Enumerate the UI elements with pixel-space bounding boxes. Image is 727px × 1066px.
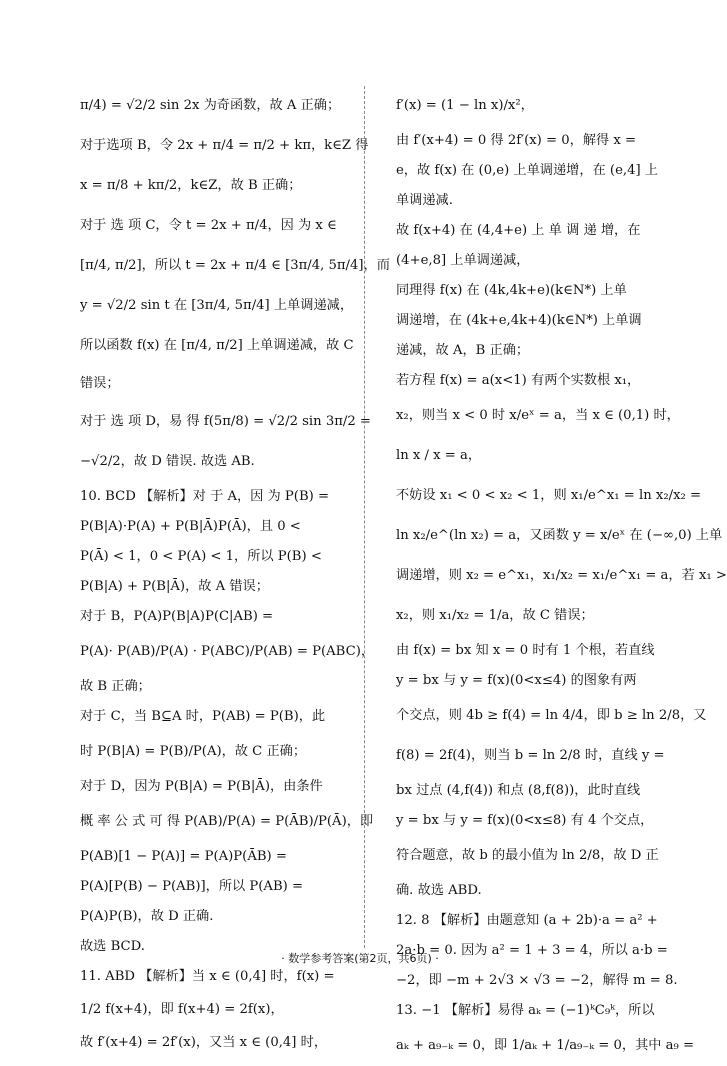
text-line: aₖ + a₉₋ₖ = 0，即 1/aₖ + 1/a₉₋ₖ = 0，其中 a₉ = (396, 1038, 695, 1053)
text-line: 故选 BCD. (80, 939, 145, 954)
text-line: P(Ā) < 1，0 < P(A) < 1，所以 P(B) < (80, 549, 322, 564)
text-line: 错误； (80, 376, 120, 391)
text-line: y = bx 与 y = f(x)(0<x≤8) 有 4 个交点， (396, 813, 654, 828)
text-line: 12. 8 【解析】由题意知 (a + 2b)·a = a² + (396, 913, 658, 928)
text-line: (4+e,8] 上单调递减， (396, 253, 530, 268)
text-line: 所以函数 f(x) 在 [π/4, π/2] 上单调递减，故 C (80, 338, 354, 353)
text-line: 对于 选 项 C，令 t = 2x + π/4，因 为 x ∈ (80, 218, 337, 233)
text-line: f(8) = 2f(4)，则当 b = ln 2/8 时，直线 y = (396, 748, 665, 763)
text-line: π/4) = √2/2 sin 2x 为奇函数，故 A 正确； (80, 98, 341, 113)
text-line: 故 B 正确； (80, 679, 151, 694)
text-line: 符合题意，故 b 的最小值为 ln 2/8，故 D 正 (396, 848, 659, 863)
text-line: 概 率 公 式 可 得 P(AB)/P(A) = P(ĀB)/P(Ā)，即 (80, 814, 374, 829)
text-line: 调递增，在 (4k+e,4k+4)(k∈N*) 上单调 (396, 313, 642, 328)
text-line: 若方程 f(x) = a(x<1) 有两个实数根 x₁， (396, 373, 641, 388)
text-line: 对于选项 B，令 2x + π/4 = π/2 + kπ，k∈Z 得 (80, 138, 369, 153)
text-line: 对于 D，因为 P(B|A) = P(B|Ā)，由条件 (80, 779, 323, 794)
text-line: 对于 选 项 D，易 得 f(5π/8) = √2/2 sin 3π/2 = (80, 414, 371, 429)
text-line: y = √2/2 sin t 在 [3π/4, 5π/4] 上单调递减， (80, 298, 354, 313)
text-line: f′(x) = (1 − ln x)/x²， (396, 98, 534, 113)
column-divider (364, 86, 365, 948)
text-line: 10. BCD 【解析】对 于 A，因 为 P(B) = (80, 489, 330, 504)
text-line: P(A)P(B)，故 D 正确. (80, 909, 214, 924)
text-line: [π/4, π/2]，所以 t = 2x + π/4 ∈ [3π/4, 5π/4]，而 (80, 258, 390, 273)
text-line: 对于 C，当 B⊆A 时，P(AB) = P(B)，此 (80, 709, 326, 724)
text-line: −2，即 −m + 2√3 × √3 = −2，解得 m = 8. (396, 973, 678, 988)
text-line: P(AB)[1 − P(A)] = P(A)P(ĀB) = (80, 849, 287, 864)
text-line: 11. ABD 【解析】当 x ∈ (0,4] 时，f(x) = (80, 969, 335, 984)
text-line: 13. −1 【解析】易得 aₖ = (−1)ᵏC₉ᵏ，所以 (396, 1003, 655, 1018)
text-line: ln x / x = a， (396, 448, 482, 463)
text-line: 由 f(x) = bx 知 x = 0 时有 1 个根，若直线 (396, 643, 655, 658)
text-line: x₂，则当 x < 0 时 x/eˣ = a，当 x ∈ (0,1) 时， (396, 408, 680, 423)
text-line: 故 f′(x+4) = 2f′(x)，又当 x ∈ (0,4] 时， (80, 1035, 328, 1050)
text-line: 时 P(B|A) = P(B)/P(A)，故 C 正确； (80, 744, 307, 759)
text-line: ln x₂/e^(ln x₂) = a，又函数 y = x/eˣ 在 (−∞,0) 上单 (396, 528, 723, 543)
text-line: 单调递减. (396, 193, 453, 208)
text-line: 个交点，则 4b ≥ f(4) = ln 4/4，即 b ≥ ln 2/8，又 (396, 708, 707, 723)
text-line: y = bx 与 y = f(x)(0<x≤4) 的图象有两 (396, 673, 637, 688)
text-line: bx 过点 (4,f(4)) 和点 (8,f(8))，此时直线 (396, 783, 641, 798)
text-line: 1/2 f(x+4)，即 f(x+4) = 2f(x)， (80, 1002, 284, 1017)
text-line: 确. 故选 ABD. (396, 883, 482, 898)
page-footer: · 数学参考答案(第2页，共6页) · (281, 952, 439, 965)
text-line: 2a·b = 0. 因为 a² = 1 + 3 = 4，所以 a·b = (396, 943, 668, 958)
text-line: 对于 B，P(A)P(B|A)P(C|AB) = (80, 609, 274, 624)
text-line: 由 f′(x+4) = 0 得 2f′(x) = 0，解得 x = (396, 133, 637, 148)
right-column (396, 86, 727, 1066)
text-line: P(B|A)·P(A) + P(B|Ā)P(Ā)，且 0 < (80, 519, 301, 534)
text-line: P(B|A) + P(B|Ā)，故 A 错误； (80, 579, 269, 594)
text-line: P(A)[P(B) − P(AB)]，所以 P(AB) = (80, 879, 304, 894)
text-line: 递减，故 A，B 正确； (396, 343, 530, 358)
text-line: P(A)· P(AB)/P(A) · P(ABC)/P(AB) = P(ABC)， (80, 644, 375, 659)
text-line: 同理得 f(x) 在 (4k,4k+e)(k∈N*) 上单 (396, 283, 627, 298)
text-line: x = π/8 + kπ/2，k∈Z，故 B 正确； (80, 178, 302, 193)
text-line: 不妨设 x₁ < 0 < x₂ < 1，则 x₁/e^x₁ = ln x₂/x₂ = (396, 488, 702, 503)
text-line: 调递增，则 x₂ = e^x₁，x₁/x₂ = x₁/e^x₁ = a，若 x₁ > (396, 568, 727, 583)
text-line: x₂，则 x₁/x₂ = 1/a，故 C 错误； (396, 608, 594, 623)
text-line: −√2/2，故 D 错误. 故选 AB. (80, 454, 255, 469)
text-line: e，故 f(x) 在 (0,e) 上单调递增，在 (e,4] 上 (396, 163, 658, 178)
text-line: 故 f(x+4) 在 (4,4+e) 上 单 调 递 增，在 (396, 223, 641, 238)
